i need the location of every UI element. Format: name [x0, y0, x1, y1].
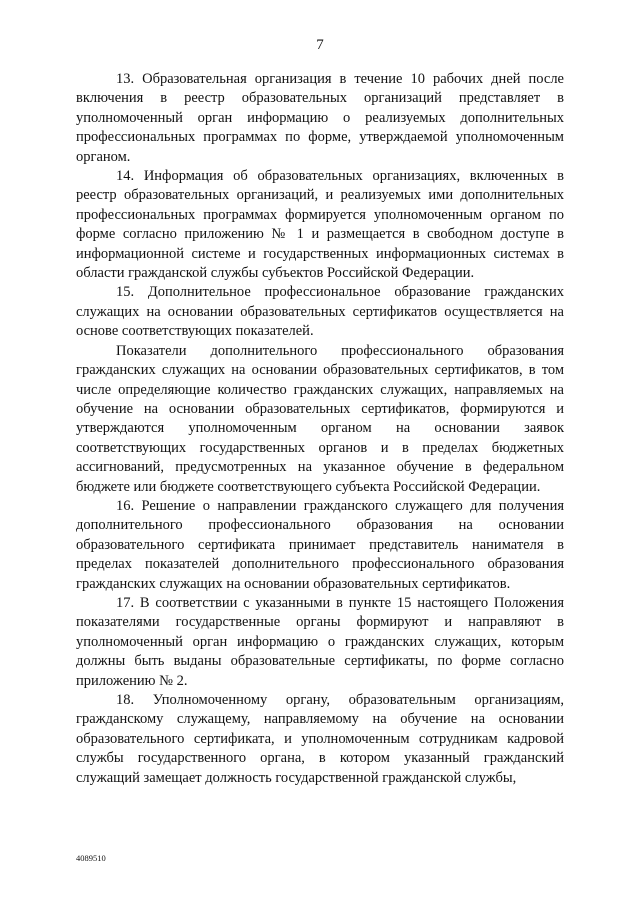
paragraph-13: 13. Образовательная организация в течение 10 рабочих дней после включения в реестр образовательных организаций представляет в уполномоченный орган информацию о реализуемых дополнительных профессиональных программах по форме, утверждаемой уполномоченным органом. [76, 71, 564, 165]
paragraph-15: 15. Дополнительное профессиональное образование гражданских служащих на основании образовательных сертификатов осуществляется на основе соответствующих показателей. [76, 284, 564, 340]
paragraph-17: 17. В соответствии с указанными в пункте 15 настоящего Положения показателями государственные органы формируют и направляют в уполномоченный орган информацию о гражданских служащих, которым должны быть выданы образовательные сертификаты, по форме согласно приложению № 2. [76, 594, 564, 689]
page-number: 7 [316, 37, 324, 53]
paragraph-18: 18. Уполномоченному органу, образовательным организациям, гражданскому служащему, направляемому на обучение на основании образовательного сертификата, и уполномоченным сотрудникам кадровой службы государственного органа, в котором указанный гражданский служащий замещает должность государственной гражданской службы, [76, 692, 564, 786]
paragraph-15-indicators: Показатели дополнительного профессионального образования гражданских служащих на основании образовательных сертификатов, в том числе определяющие количество гражданских служащих, направляемых на обучение на основании образовательных сертификатов, формируются и утверждаются уполномоченным органом на основании заявок соответствующих государственных органов и в пределах бюджетных ассигнований, предусмотренных на указанное обучение в федеральном бюджете или бюджете соответствующего субъекта Российской Федерации. [76, 342, 564, 495]
paragraph-16: 16. Решение о направлении гражданского служащего для получения дополнительного профессионального образования на основании образовательного сертификата принимает представитель нанимателя в пределах показателей дополнительного профессионального образования гражданских служащих на основании образовательных сертификатов. [76, 497, 564, 592]
paragraph-14: 14. Информация об образовательных организациях, включенных в реестр образовательных организаций, и реализуемых ими дополнительных профессиональных программах формируется уполномоченным органом по форме согласно приложению № 1 и размещается в свободном доступе в информационной системе и государственных информационных системах в области гражданской службы субъектов Российской Федерации. [76, 168, 564, 282]
document-code: 4089510 [76, 853, 106, 863]
document-body [76, 70, 564, 788]
